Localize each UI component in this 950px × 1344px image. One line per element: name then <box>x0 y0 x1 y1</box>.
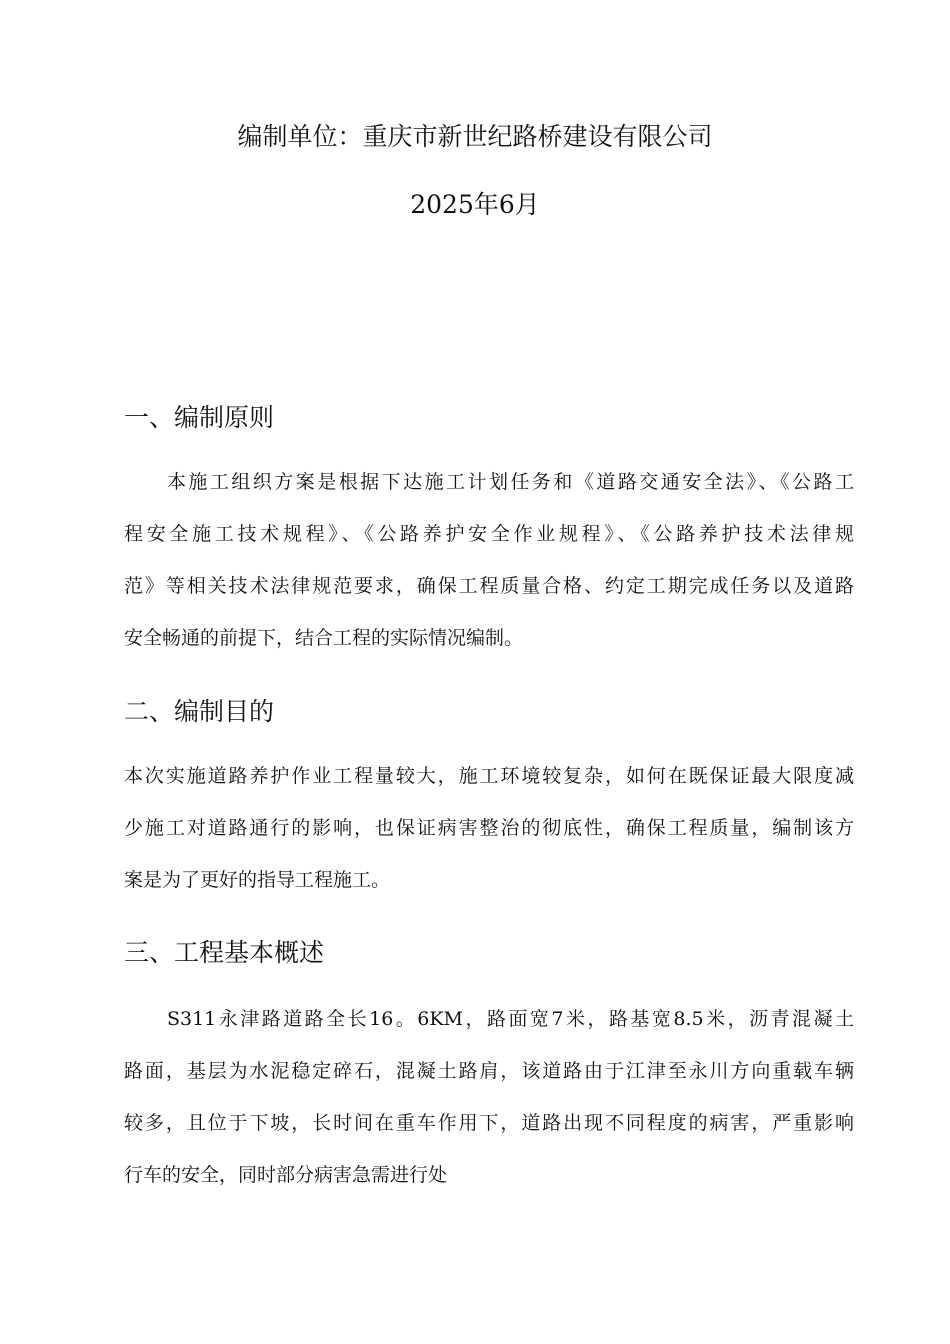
section-heading-principles: 一、编制原则 <box>124 403 275 432</box>
section-heading-overview: 三、工程基本概述 <box>124 938 325 967</box>
section-heading-purpose: 二、编制目的 <box>124 697 275 726</box>
paragraph-line: 行车的安全，同时部分病害急需进行处 <box>124 1164 448 1186</box>
date-line: 2025年6月 <box>410 190 540 219</box>
paragraph-line: 路面，基层为水泥稳定碎石，混凝土路肩，该道路由于江津至永川方向重载车辆 <box>124 1060 854 1082</box>
section-paragraph-principles <box>124 456 854 664</box>
paragraph-line: 本次实施道路养护作业工程量较大，施工环境较复杂，如何在既保证最大限度减 <box>124 765 854 787</box>
paragraph-line: 本施工组织方案是根据下达施工计划任务和《道路交通安全法》、《公路工 <box>124 471 854 493</box>
paragraph-line: 少施工对道路通行的影响，也保证病害整治的彻底性，确保工程质量，编制该方 <box>124 817 854 839</box>
paragraph-line: S311永津路道路全长16。6KM，路面宽7米，路基宽8.5米，沥青混凝土 <box>124 1008 854 1030</box>
paragraph-line: 较多，且位于下坡，长时间在重车作用下，道路出现不同程度的病害，严重影响 <box>124 1112 854 1134</box>
paragraph-line: 安全畅通的前提下，结合工程的实际情况编制。 <box>124 627 524 649</box>
section-paragraph-overview <box>124 993 854 1201</box>
organization-line: 编制单位：重庆市新世纪路桥建设有限公司 <box>237 122 713 151</box>
paragraph-line: 案是为了更好的指导工程施工。 <box>124 869 391 891</box>
paragraph-line: 程安全施工技术规程》、《公路养护安全作业规程》、《公路养护技术法律规 <box>124 523 854 545</box>
paragraph-line: 范》等相关技术法律规范要求，确保工程质量合格、约定工期完成任务以及道路 <box>124 575 854 597</box>
section-paragraph-purpose <box>124 750 854 906</box>
